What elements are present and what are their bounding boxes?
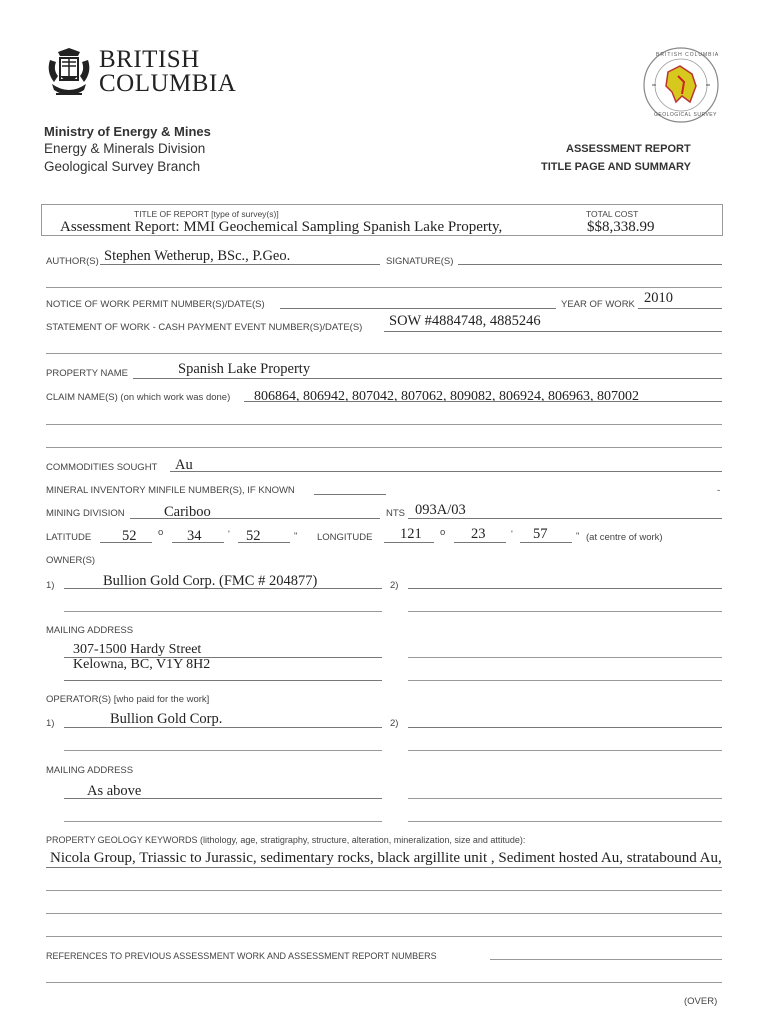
over-label: (OVER) [684,996,718,1007]
owner-address-line [64,680,382,681]
latitude-minute-symbol: ' [228,529,230,540]
longitude-label: LONGITUDE [317,532,373,543]
operator2-line[interactable] [408,727,722,728]
geology-keywords-label: PROPERTY GEOLOGY KEYWORDS (lithology, age, stratigraphy, structure, alteration, mineralization, size and attitude): [46,835,526,845]
ministry-name: Ministry of Energy & Mines [44,124,211,139]
doc-title-line2: TITLE PAGE AND SUMMARY [541,161,691,173]
nts-label: NTS [386,508,405,519]
operator-address-line [64,798,382,799]
author-value[interactable]: Stephen Wetherup, BSc., P.Geo. [104,248,291,264]
longitude-minutes[interactable]: 23 [471,526,486,542]
latitude-degrees[interactable]: 52 [122,528,137,544]
commodities-value[interactable]: Au [175,457,193,473]
claim-line [244,401,722,402]
geology-line[interactable] [46,890,722,891]
operator-number-2: 2) [390,718,399,729]
statement-label: STATEMENT OF WORK - CASH PAYMENT EVENT NUMBER(S)/DATE(S) [46,322,363,333]
operator1-value[interactable]: Bullion Gold Corp. [110,711,223,727]
commodities-label: COMMODITIES SOUGHT [46,462,158,473]
latitude-second-symbol: " [294,531,298,542]
latitude-minutes[interactable]: 34 [187,528,202,544]
geology-line[interactable] [46,936,722,937]
brand-columbia: COLUMBIA [99,70,237,97]
owner2-line[interactable] [408,588,722,589]
references-line[interactable] [46,982,722,983]
longitude-seconds-line [520,542,572,543]
bc-crest-logo [44,46,94,102]
operator2-line-2 [408,750,722,751]
mining-division-line [130,518,380,519]
longitude-seconds[interactable]: 57 [533,526,548,542]
statement-line [384,331,722,332]
owner1-value[interactable]: Bullion Gold Corp. (FMC # 204877) [103,573,318,589]
claim-value[interactable]: 806864, 806942, 807042, 807062, 809082, 806924, 806963, 807002 [254,389,639,404]
nts-value[interactable]: 093A/03 [415,502,466,518]
blank-line [46,287,722,288]
title-value[interactable]: Assessment Report: MMI Geochemical Sampling Spanish Lake Property, [60,219,503,235]
geology-line [46,867,722,868]
owner1-line-2 [64,611,382,612]
owner-number-1: 1) [46,580,55,591]
latitude-seconds[interactable]: 52 [246,528,261,544]
doc-title-line1: ASSESSMENT REPORT [566,143,691,155]
nts-line [408,518,722,519]
longitude-minute-symbol: ' [511,529,513,540]
operator1-line-2 [64,750,382,751]
minfile-line[interactable] [314,494,386,495]
references-line[interactable] [490,959,722,960]
owner-mailing-label: MAILING ADDRESS [46,625,134,636]
minfile-label: MINERAL INVENTORY MINFILE NUMBER(S), IF KNOWN [46,485,295,496]
property-line [133,378,722,379]
owner-number-2: 2) [390,580,399,591]
seal-text-bottom: GEOLOGICAL SURVEY [654,112,717,118]
longitude-degree-symbol: o [440,527,446,538]
property-value[interactable]: Spanish Lake Property [178,361,311,377]
year-label: YEAR OF WORK [561,299,635,310]
blank-line [46,424,722,425]
owner-address-line1[interactable]: 307-1500 Hardy Street [73,642,202,657]
minfile-dash: - [717,485,721,496]
notice-label: NOTICE OF WORK PERMIT NUMBER(S)/DATE(S) [46,299,265,310]
signature-line[interactable] [458,264,722,265]
total-cost-value[interactable]: $$8,338.99 [587,219,655,235]
operator2-address-line[interactable] [408,821,722,822]
brand-british: BRITISH [99,46,200,73]
mining-division-label: MINING DIVISION [46,508,125,519]
latitude-label: LATITUDE [46,532,92,543]
longitude-degrees-line [384,542,434,543]
longitude-minutes-line [454,542,506,543]
latitude-degrees-line [100,542,152,543]
total-cost-label: TOTAL COST [586,209,639,219]
owner2-address-line[interactable] [408,680,722,681]
title-label: TITLE OF REPORT [type of survey(s)] [134,209,279,219]
operators-label: OPERATOR(S) [who paid for the work] [46,694,210,705]
division-name: Energy & Minerals Division [44,141,206,156]
owners-label: OWNER(S) [46,555,96,566]
year-line [638,308,722,309]
operator1-line [64,727,382,728]
owner2-line-2 [408,611,722,612]
year-value[interactable]: 2010 [644,290,673,306]
blank-line [46,353,722,354]
latitude-seconds-line [238,542,290,543]
seal-text-top: BRITISH COLUMBIA [656,52,720,58]
property-label: PROPERTY NAME [46,368,129,379]
operator-number-1: 1) [46,718,55,729]
geological-survey-seal [642,46,720,124]
claim-label: CLAIM NAME(S) (on which work was done) [46,392,231,403]
operator2-address-line[interactable] [408,798,722,799]
branch-name: Geological Survey Branch [44,159,201,174]
signature-label: SIGNATURE(S) [386,256,454,267]
operator-address-value[interactable]: As above [87,783,142,799]
blank-line [46,447,722,448]
latitude-degree-symbol: o [158,527,164,538]
operator-address-line-2 [64,821,382,822]
geology-keywords-value[interactable]: Nicola Group, Triassic to Jurassic, sedimentary rocks, black argillite unit , Sediment hosted Au, stratabound Au, [50,850,722,866]
geology-line[interactable] [46,913,722,914]
owner-address-line2[interactable]: Kelowna, BC, V1Y 8H2 [73,657,211,672]
centre-note: (at centre of work) [586,532,663,543]
longitude-second-symbol: " [576,531,580,542]
references-label: REFERENCES TO PREVIOUS ASSESSMENT WORK AND ASSESSMENT REPORT NUMBERS [46,951,437,961]
author-label: AUTHOR(S) [46,256,99,267]
owner2-address-line[interactable] [408,657,722,658]
longitude-degrees[interactable]: 121 [400,526,422,542]
author-line [100,264,380,265]
statement-value[interactable]: SOW #4884748, 4885246 [389,313,541,329]
owner1-line [64,588,382,589]
commodities-line [170,471,722,472]
notice-line[interactable] [280,308,556,309]
mining-division-value[interactable]: Cariboo [164,504,211,520]
latitude-minutes-line [172,542,224,543]
operator-mailing-label: MAILING ADDRESS [46,765,134,776]
